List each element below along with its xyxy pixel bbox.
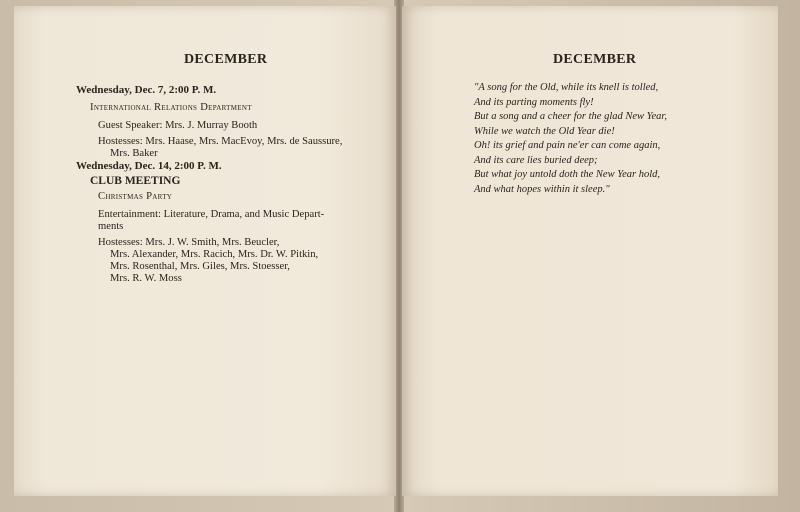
- guest-speaker: Guest Speaker: Mrs. J. Murray Booth: [98, 120, 258, 131]
- meeting-date: Wednesday, Dec. 7, 2:00 P. M.: [76, 84, 217, 96]
- club-meeting-heading: CLUB MEETING: [90, 175, 181, 187]
- hostesses-line: Mrs. Baker: [110, 148, 158, 159]
- hostesses-line: Mrs. Rosenthal, Mrs. Giles, Mrs. Stoesser,: [110, 261, 290, 272]
- right-page: [402, 6, 778, 496]
- meeting-dec-7: [76, 84, 376, 160]
- poem-line: And its parting moments fly!: [474, 96, 594, 108]
- poem-line: But a song and a cheer for the glad New Year,: [474, 111, 667, 122]
- meeting-dec-14: [76, 160, 376, 285]
- hostesses-line: Hostesses: Mrs. J. W. Smith, Mrs. Beucler,: [98, 237, 280, 248]
- meeting-date: Wednesday, Dec. 14, 2:00 P. M.: [76, 160, 222, 172]
- poem-line: While we watch the Old Year die!: [474, 125, 615, 137]
- poem-line: "A song for the Old, while its knell is tolled,: [474, 82, 659, 93]
- poem-line: And what hopes within it sleep.": [474, 183, 610, 195]
- hostesses-line: Mrs. R. W. Moss: [110, 273, 182, 284]
- left-page-title: DECEMBER: [184, 52, 268, 67]
- entertainment-line: Entertainment: Literature, Drama, and Music Depart-: [98, 209, 325, 220]
- event-name: Christmas Party: [98, 191, 173, 202]
- poem-line: Oh! its grief and pain ne'er can come again,: [474, 140, 661, 151]
- entertainment-line: ments: [98, 221, 124, 232]
- right-page-title: DECEMBER: [553, 52, 637, 67]
- left-page: [14, 6, 396, 496]
- meeting-department: International Relations Department: [90, 102, 252, 113]
- hostesses-line: Mrs. Alexander, Mrs. Racich, Mrs. Dr. W. Pitkin,: [110, 249, 319, 260]
- poem: [474, 81, 764, 197]
- hostesses-line: Hostesses: Mrs. Haase, Mrs. MacEvoy, Mrs. de Saussure,: [98, 136, 343, 147]
- poem-line: And its care lies buried deep;: [474, 154, 598, 166]
- poem-line: But what joy untold doth the New Year hold,: [474, 169, 660, 180]
